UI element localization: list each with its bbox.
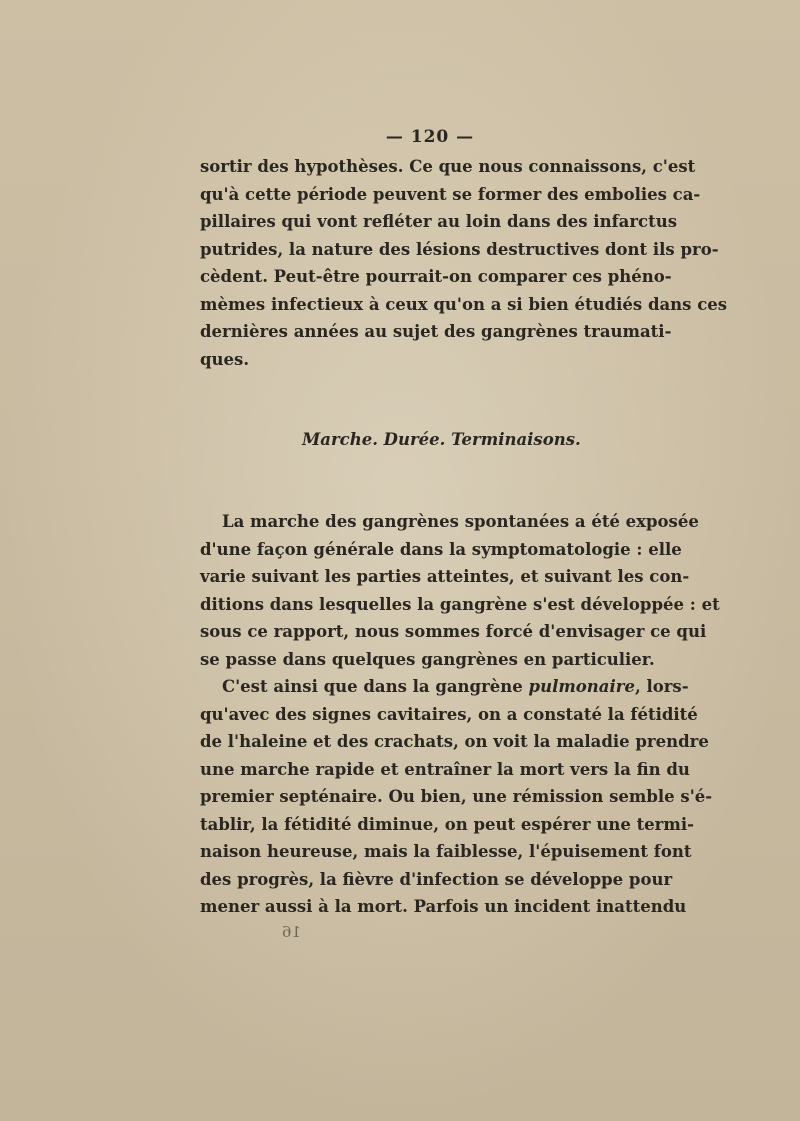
text-line: de l'haleine et des crachats, on voit la maladie prendre [200, 732, 709, 751]
text-line: cèdent. Peut-être pourrait-on comparer ces phéno- [200, 267, 672, 286]
text-line: sortir des hypothèses. Ce que nous connaissons, c'est [200, 157, 696, 176]
text-line: pillaires qui vont refléter au loin dans des infarctus [200, 212, 678, 231]
text-line: qu'à cette période peuvent se former des embolies ca- [200, 184, 701, 204]
text-line: mener aussi à la mort. Parfois un incident inattendu [200, 897, 687, 916]
text-line: qu'avec des signes cavitaires, on a constaté la fétidité [200, 704, 698, 724]
signature-mark: 16 [282, 923, 302, 941]
text-line: naison heureuse, mais la faiblesse, l'épuisement font [200, 842, 692, 861]
text-line: putrides, la nature des lésions destructives dont ils pro- [200, 239, 719, 259]
text-line: La marche des gangrènes spontanées a été exposée [222, 512, 699, 531]
paragraph-2-3 [200, 508, 720, 921]
text-line: d'une façon générale dans la symptomatologie : elle [200, 539, 682, 559]
text-run: , lors- [634, 677, 689, 696]
italic-term: pulmonaire [528, 677, 635, 696]
text-line: tablir, la fétidité diminue, on peut espérer une termi- [200, 814, 694, 834]
text-line: premier septénaire. Ou bien, une rémission semble s'é- [200, 787, 713, 806]
text-line: ditions dans lesquelles la gangrène s'est développée : et [200, 594, 720, 614]
text-line: mèmes infectieux à ceux qu'on a si bien étudiés dans ces [200, 294, 728, 314]
text-line: une marche rapide et entraîner la mort vers la fin du [200, 759, 690, 779]
text-run: C'est ainsi que dans la gangrène [222, 677, 529, 696]
text-line: des progrès, la fièvre d'infection se développe pour [200, 869, 673, 889]
text-line: ques. [200, 349, 250, 369]
text-line: varie suivant les parties atteintes, et suivant les con- [200, 567, 690, 586]
text-line: se passe dans quelques gangrènes en particulier. [200, 649, 655, 669]
text-line: dernières années au sujet des gangrènes traumati- [200, 322, 672, 341]
page-number: — 120 — [385, 127, 475, 147]
text-line: sous ce rapport, nous sommes forcé d'envisager ce qui [200, 622, 707, 641]
section-heading: Marche. Durée. Terminaisons. [302, 430, 581, 449]
paragraph-1 [200, 153, 728, 373]
text-line [200, 673, 689, 701]
